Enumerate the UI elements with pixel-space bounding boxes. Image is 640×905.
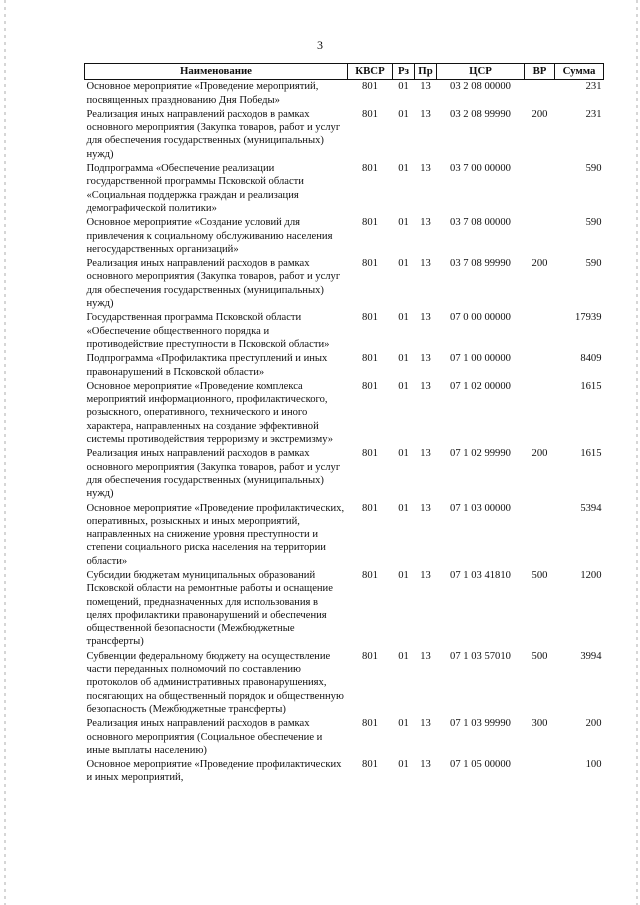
row-sum: 8409 [580,353,602,365]
row-name: Подпрограмма «Обеспечение реализации государственной программы Псковской области «Социальная поддержка граждан и реализация демографической политики» [86,163,304,214]
row-csr: 03 7 08 99990 [450,258,511,270]
row-sum: 231 [585,108,602,120]
row-name: Государственная программа Псковской области «Обеспечение общественного порядка и противодействие преступности в Псковской области» [86,312,330,350]
row-csr: 07 1 02 00000 [450,380,511,392]
header-vr: ВР [525,64,555,80]
row-rz: 01 [398,217,409,229]
row-csr: 03 7 00 00000 [450,163,511,175]
row-kvsr: 801 [362,718,378,730]
row-kvsr: 801 [362,217,378,229]
row-name: Основное мероприятие «Проведение мероприятий, посвященных празднованию Дня Победы» [86,81,319,106]
row-rz: 01 [398,448,409,460]
table-header-row [85,64,604,80]
row-csr: 07 1 03 00000 [450,502,511,514]
table-row [85,380,604,447]
row-vr [525,216,555,257]
row-pr: 13 [420,569,431,581]
row-vr [525,352,555,380]
row-sum: 590 [585,217,602,229]
row-pr: 13 [420,650,431,662]
row-sum: 1615 [580,448,602,460]
table-row [85,569,604,650]
row-name: Основное мероприятие «Проведение профилактических, оперативных, розыскных и иных мероприятий, направленных на снижение уровня преступности и степени социального риска населения на территории области» [86,502,345,567]
row-csr: 03 2 08 00000 [450,81,511,93]
row-kvsr: 801 [362,380,378,392]
row-name: Основное мероприятие «Проведение профилактических и иных мероприятий, [86,759,342,784]
row-pr: 13 [420,217,431,229]
row-rz: 01 [398,353,409,365]
row-csr: 07 1 05 00000 [450,759,511,771]
row-pr: 13 [420,353,431,365]
row-rz: 01 [398,759,409,771]
budget-table [84,63,604,786]
header-name: Наименование [85,64,348,80]
row-csr: 03 2 08 99990 [450,108,511,120]
row-kvsr: 801 [362,759,378,771]
row-kvsr: 801 [362,312,378,324]
header-csr: ЦСР [437,64,525,80]
row-pr: 13 [420,163,431,175]
row-vr: 200 [531,448,548,460]
row-rz: 01 [398,312,409,324]
scan-edge-right [636,0,638,905]
row-kvsr: 801 [362,502,378,514]
row-pr: 13 [420,759,431,771]
row-kvsr: 801 [362,258,378,270]
row-pr: 13 [420,108,431,120]
row-name: Субвенции федеральному бюджету на осуществление части переданных полномочий по составлению протоколов об административных правонарушениях, посягающих на общественный порядок и общественную безопасность (Межбюджетные трансферты) [86,650,344,715]
row-pr: 13 [420,81,431,93]
row-vr [525,502,555,569]
row-rz: 01 [398,163,409,175]
row-rz: 01 [398,81,409,93]
row-kvsr: 801 [362,650,378,662]
row-sum: 17939 [575,312,602,324]
header-pr: Пр [415,64,437,80]
row-csr: 07 0 00 00000 [450,312,511,324]
table-row [85,257,604,311]
row-sum: 100 [585,759,602,771]
row-rz: 01 [398,718,409,730]
row-sum: 5394 [580,502,602,514]
row-csr: 07 1 02 99990 [450,448,511,460]
row-pr: 13 [420,312,431,324]
table-row [85,758,604,786]
header-sum: Сумма [555,64,604,80]
row-name: Реализация иных направлений расходов в рамках основного мероприятия (Закупка товаров, работ и услуг для обеспечения государственных (муниципальных) нужд) [86,448,341,500]
row-name: Основное мероприятие «Создание условий для привлечения к социальному обслуживанию населения негосударственных организаций» [86,217,333,255]
row-sum: 231 [585,81,602,93]
row-kvsr: 801 [362,569,378,581]
row-vr: 500 [531,569,548,581]
row-name: Подпрограмма «Профилактика преступлений и иных правонарушений в Псковской области» [86,353,328,378]
row-vr: 300 [531,718,548,730]
row-sum: 590 [585,163,602,175]
table-row [85,650,604,717]
row-csr: 07 1 03 57010 [450,650,511,662]
row-sum: 1200 [580,569,602,581]
row-rz: 01 [398,380,409,392]
row-vr [525,162,555,216]
row-pr: 13 [420,258,431,270]
row-pr: 13 [420,502,431,514]
row-sum: 200 [585,718,602,730]
row-vr: 500 [531,650,548,662]
table-row [85,216,604,257]
row-name: Основное мероприятие «Проведение комплекса мероприятий информационного, профилактического, розыскного, оперативного, технического и иного характера, направленных на создание эффективной системы противодействия терроризму и экстремизму» [86,380,334,446]
row-rz: 01 [398,108,409,120]
table-row [85,162,604,216]
table-row [85,352,604,380]
row-vr: 200 [531,108,548,120]
row-vr: 200 [531,258,548,270]
row-pr: 13 [420,448,431,460]
row-csr: 07 1 00 00000 [450,353,511,365]
row-name: Реализация иных направлений расходов в рамках основного мероприятия (Социальное обеспечение и иные выплаты населению) [86,718,323,756]
row-kvsr: 801 [362,108,378,120]
row-kvsr: 801 [362,81,378,93]
row-csr: 03 7 08 00000 [450,217,511,229]
header-rz: Рз [393,64,415,80]
page-number: 3 [317,38,323,52]
row-rz: 01 [398,569,409,581]
table-row [85,80,604,108]
row-kvsr: 801 [362,448,378,460]
table-row [85,108,604,162]
row-csr: 07 1 03 41810 [450,569,511,581]
row-csr: 07 1 03 99990 [450,718,511,730]
row-vr [525,80,555,108]
header-kvsr: КВСР [348,64,393,80]
row-vr [525,380,555,447]
row-name: Субсидии бюджетам муниципальных образований Псковской области на ремонтные работы и оснащение помещений, предназначенных для использования в целях профилактики правонарушений и обеспечения общественной безопасности (Межбюджетные трансферты) [86,569,333,648]
row-sum: 590 [585,258,602,270]
row-rz: 01 [398,650,409,662]
row-pr: 13 [420,718,431,730]
row-kvsr: 801 [362,353,378,365]
row-sum: 1615 [580,380,602,392]
row-kvsr: 801 [362,163,378,175]
table-row [85,447,604,501]
row-pr: 13 [420,380,431,392]
table-row [85,502,604,569]
row-vr [525,311,555,352]
row-rz: 01 [398,502,409,514]
table-row [85,311,604,352]
row-name: Реализация иных направлений расходов в рамках основного мероприятия (Закупка товаров, работ и услуг для обеспечения государственных (муниципальных) нужд) [86,258,341,310]
row-name: Реализация иных направлений расходов в рамках основного мероприятия (Закупка товаров, работ и услуг для обеспечения государственных (муниципальных) нужд) [86,108,341,160]
row-vr [525,758,555,786]
row-rz: 01 [398,258,409,270]
table-row [85,717,604,758]
row-sum: 3994 [580,650,602,662]
scan-edge-left [4,0,6,905]
